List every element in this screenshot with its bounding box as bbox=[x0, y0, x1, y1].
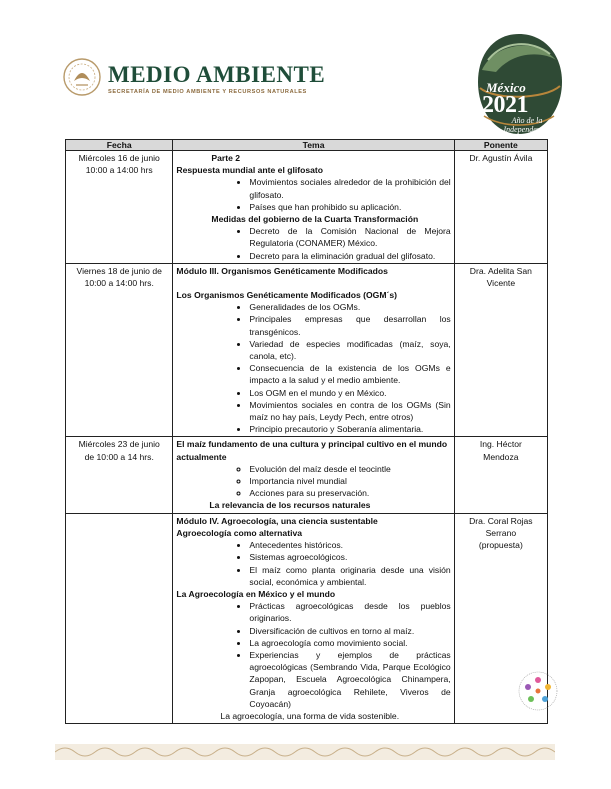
header-date: Fecha bbox=[66, 140, 173, 151]
list-item: • Prácticas agroecológicas desde los pueblos originarios. bbox=[249, 600, 450, 624]
brand-subtitle: SECRETARÍA DE MEDIO AMBIENTE Y RECURSOS NATURALES bbox=[108, 89, 307, 95]
topic-list bbox=[176, 225, 450, 262]
speaker-name: Ing. Héctor bbox=[479, 439, 522, 450]
time-line: 10:00 a 14:00 hrs. bbox=[84, 278, 154, 289]
list-item: • Experiencias y ejemplos de prácticas agroecológicas (Sembrando Vida, Parque Ecológico Zapopan, Escuela Agroecológica Chinampera, Granja agroecológica Rehilete, Viveros de Coyoacán) bbox=[249, 649, 450, 710]
speaker-cell bbox=[454, 437, 547, 513]
list-item: • Decreto de la Comisión Nacional de Mejora Regulatoria (CONAMER) México. bbox=[249, 225, 450, 249]
list-item: • Principio precautorio y Soberanía alimentaria. bbox=[249, 423, 450, 435]
date-cell bbox=[66, 151, 173, 264]
footer-ornament bbox=[55, 742, 555, 762]
section-title: Medidas del gobierno de la Cuarta Transformación bbox=[211, 214, 419, 225]
module-title: Módulo IV. Agroecología, una ciencia sustentable bbox=[176, 515, 378, 526]
topic-list bbox=[176, 539, 450, 588]
topic-cell bbox=[173, 513, 454, 723]
emblem-year-text: 2021 bbox=[482, 92, 528, 118]
speaker-name: Dra. Coral Rojas bbox=[469, 515, 533, 526]
table-row bbox=[66, 437, 548, 513]
list-item: • Movimientos sociales en contra de los OGMs (Sin maíz no hay país, Leydy Pech, entre otros) bbox=[249, 399, 450, 423]
topic-cell bbox=[173, 437, 454, 513]
list-item: • Generalidades de los OGMs. bbox=[249, 301, 450, 313]
list-item: ◦ Acciones para su preservación. bbox=[249, 487, 450, 499]
section-title: Agroecología como alternativa bbox=[176, 527, 303, 538]
section-title: La Agroecología en México y el mundo bbox=[176, 588, 336, 599]
speaker-cell bbox=[454, 263, 547, 437]
topic-cell bbox=[173, 263, 454, 437]
section-title: Respuesta mundial ante el glifosato bbox=[176, 165, 324, 176]
network-logo-icon bbox=[517, 670, 559, 712]
schedule-table bbox=[65, 139, 548, 724]
list-item: • La agroecología como movimiento social. bbox=[249, 637, 450, 649]
section-title: El maíz fundamento de una cultura y principal cultivo en el mundo actualmente bbox=[176, 439, 448, 462]
header-topic: Tema bbox=[173, 140, 454, 151]
topic-list bbox=[176, 176, 450, 213]
topic-list bbox=[176, 301, 450, 435]
date-cell bbox=[66, 263, 173, 437]
list-item: ◦ Evolución del maíz desde el teocintle bbox=[249, 463, 450, 475]
list-item: • Principales empresas que desarrollan los transgénicos. bbox=[249, 313, 450, 337]
time-line: de 10:00 a 14 hrs. bbox=[84, 451, 154, 462]
list-item: • Los OGM en el mundo y en México. bbox=[249, 387, 450, 399]
emblem-mexico-text: México bbox=[486, 80, 526, 95]
table-row bbox=[66, 513, 548, 723]
speaker-name: Dra. Adelita San bbox=[469, 265, 532, 276]
speaker-cell bbox=[454, 151, 547, 264]
list-item: • Antecedentes históricos. bbox=[249, 539, 450, 551]
page-header bbox=[0, 0, 611, 140]
header-speaker: Ponente bbox=[454, 140, 547, 151]
list-item: • Decreto para la eliminación gradual del glifosato. bbox=[249, 250, 450, 262]
speaker-name: Mendoza bbox=[483, 451, 519, 462]
list-item: • Movimientos sociales alrededor de la prohibición del glifosato. bbox=[249, 176, 450, 200]
time-line: 10:00 a 14:00 hrs bbox=[85, 165, 153, 176]
list-item: ◦ Importancia nivel mundial bbox=[249, 475, 450, 487]
emblem-sub-line1: Año de la bbox=[511, 116, 543, 125]
date-line: Miércoles 23 de junio bbox=[78, 439, 160, 450]
list-item: • Sistemas agroecológicos. bbox=[249, 551, 450, 563]
list-item: • El maíz como planta originaria desde una visión social, económica y ambiental. bbox=[249, 564, 450, 588]
speaker-name: Vicente bbox=[486, 278, 516, 289]
emblem-subtitle bbox=[496, 116, 558, 134]
table-row bbox=[66, 151, 548, 264]
speaker-name: Dr. Agustín Ávila bbox=[469, 153, 533, 163]
table-row bbox=[66, 263, 548, 437]
section-title: Los Organismos Genéticamente Modificados (OGM´s) bbox=[176, 290, 398, 301]
closing-line: La agroecología, una forma de vida sostenible. bbox=[220, 710, 400, 721]
closing-line: La relevancia de los recursos naturales bbox=[209, 500, 371, 511]
speaker-note: (propuesta) bbox=[478, 540, 523, 551]
national-seal-icon bbox=[62, 55, 102, 99]
topic-list bbox=[176, 600, 450, 710]
emblem-sub-line2: Independencia bbox=[503, 125, 551, 134]
date-cell bbox=[66, 437, 173, 513]
date-line: Miércoles 16 de junio bbox=[78, 153, 160, 163]
speaker-name: Serrano bbox=[485, 527, 517, 538]
brand-title: MEDIO AMBIENTE bbox=[108, 62, 326, 87]
date-line: Viernes 18 de junio de bbox=[76, 265, 162, 276]
list-item: • Diversificación de cultivos en torno al maíz. bbox=[249, 625, 450, 637]
list-item: • Variedad de especies modificadas (maíz, soya, canola, etc). bbox=[249, 338, 450, 362]
topic-cell bbox=[173, 151, 454, 264]
list-item: • Consecuencia de la existencia de los OGMs e impacto a la salud y el medio ambiente. bbox=[249, 362, 450, 386]
part-label: Parte 2 bbox=[211, 153, 241, 163]
list-item: • Países que han prohibido su aplicación. bbox=[249, 201, 450, 213]
table-header-row bbox=[66, 140, 548, 151]
date-cell bbox=[66, 513, 173, 723]
topic-list bbox=[176, 463, 450, 500]
module-title: Módulo III. Organismos Genéticamente Modificados bbox=[176, 265, 388, 276]
